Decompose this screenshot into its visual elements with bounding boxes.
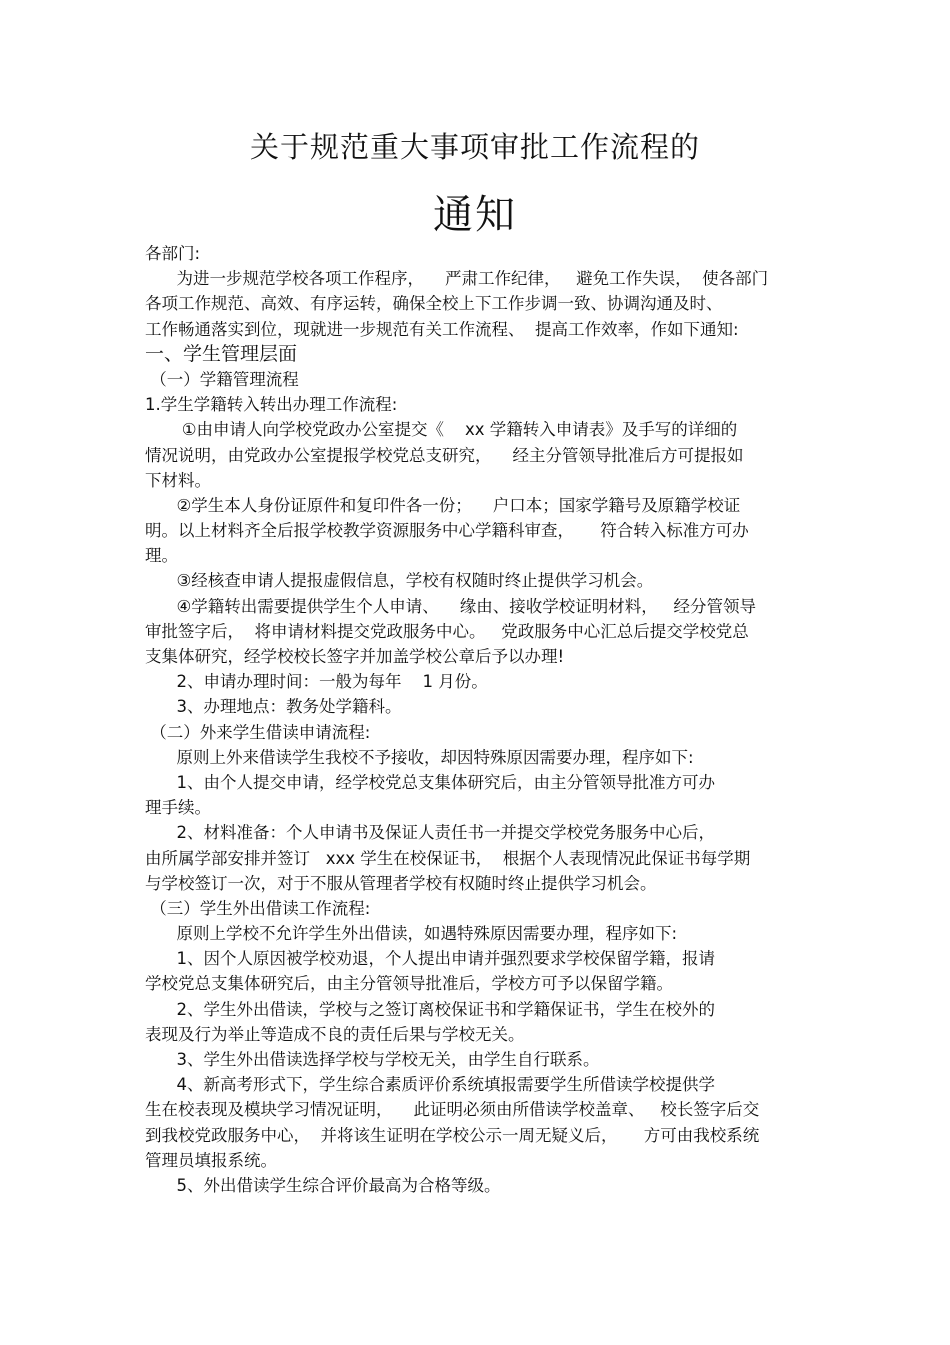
- salutation: 各部门:: [145, 244, 201, 263]
- body-line: 1、因个人原因被学校劝退，个人提出申请并强烈要求学校保留学籍，报请: [145, 949, 715, 969]
- body-line: 学校党总支集体研究后，由主分管领导批准后，学校方可予以保留学籍。: [145, 974, 673, 994]
- subsection-heading: （二）外来学生借读申请流程:: [145, 722, 371, 742]
- body-line: 1、由个人提交申请，经学校党总支集体研究后，由主分管领导批准方可办: [145, 772, 715, 792]
- body-line: 理手续。: [145, 798, 211, 818]
- subsection-heading: （三）学生外出借读工作流程:: [145, 898, 371, 918]
- body-line: 4、新高考形式下，学生综合素质评价系统填报需要学生所借读学校提供学: [145, 1075, 715, 1095]
- section-heading: 一、学生管理层面: [145, 342, 298, 365]
- body-line: ②学生本人身份证原件和复印件各一份； 户口本；国家学籍号及原籍学校证: [145, 495, 741, 515]
- document-body: [145, 241, 805, 1198]
- subsection-heading: （一）学籍管理流程: [145, 369, 299, 389]
- document-title-line2: 通知: [433, 192, 517, 238]
- body-line: 到我校党政服务中心， 并将该生证明在学校公示一周无疑义后， 方可由我校系统: [145, 1125, 760, 1145]
- body-line: 与学校签订一次，对于不服从管理者学校有权随时终止提供学习机会。: [145, 873, 657, 893]
- body-line: 3、学生外出借读选择学校与学校无关，由学生自行联系。: [145, 1050, 600, 1069]
- body-line: ③经核查申请人提报虚假信息，学校有权随时终止提供学习机会。: [145, 571, 654, 591]
- body-line: 管理员填报系统。: [145, 1150, 277, 1170]
- body-line: 由所属学部安排并签订 xxx 学生在校保证书， 根据个人表现情况此保证书每学期: [145, 848, 751, 868]
- body-line: 情况说明，由党政办公室提报学校党总支研究， 经主分管领导批准后方可提报如: [145, 445, 744, 465]
- body-line: 2、材料准备：个人申请书及保证人责任书一并提交学校党务服务中心后，: [145, 823, 715, 843]
- body-line: 为进一步规范学校各项工作程序， 严肃工作纪律， 避免工作失误， 使各部门: [145, 269, 769, 289]
- body-line: 5、外出借读学生综合评价最高为合格等级。: [145, 1175, 501, 1195]
- body-line: 下材料。: [145, 470, 211, 490]
- body-line: ④学籍转出需要提供学生个人申请、 缘由、接收学校证明材料， 经分管领导: [145, 596, 756, 616]
- body-line: 2、申请办理时间：一般为每年 1 月份。: [145, 672, 488, 692]
- body-line: 生在校表现及模块学习情况证明， 此证明必须由所借读学校盖章、 校长签字后交: [145, 1100, 760, 1120]
- body-line: 理。: [145, 546, 178, 566]
- body-line: 审批签字后， 将申请材料提交党政服务中心。 党政服务中心汇总后提交学校党总: [145, 621, 749, 641]
- body-line: 2、学生外出借读，学校与之签订离校保证书和学籍保证书，学生在校外的: [145, 999, 715, 1019]
- item-heading: 1.学生学籍转入转出办理工作流程:: [145, 395, 398, 415]
- body-line: 工作畅通落实到位，现就进一步规范有关工作流程、 提高工作效率，作如下通知:: [145, 319, 739, 339]
- body-line: 支集体研究，经学校校长签字并加盖学校公章后予以办理!: [145, 647, 565, 666]
- body-line: 明。以上材料齐全后报学校教学资源服务中心学籍科审查， 符合转入标准方可办: [145, 521, 749, 541]
- body-line: 表现及行为举止等造成不良的责任后果与学校无关。: [145, 1024, 525, 1044]
- body-line: 原则上学校不允许学生外出借读，如遇特殊原因需要办理，程序如下:: [145, 924, 678, 944]
- body-line: 3、办理地点：教务处学籍科。: [145, 697, 402, 717]
- document-title-line1: 关于规范重大事项审批工作流程的: [249, 130, 700, 164]
- body-line: 原则上外来借读学生我校不予接收，却因特殊原因需要办理，程序如下:: [145, 747, 694, 767]
- body-line: 各项工作规范、高效、有序运转，确保全校上下工作步调一致、协调沟通及时、: [145, 294, 723, 314]
- body-line: ①由申请人向学校党政办公室提交《 xx 学籍转入申请表》及手写的详细的: [145, 420, 738, 440]
